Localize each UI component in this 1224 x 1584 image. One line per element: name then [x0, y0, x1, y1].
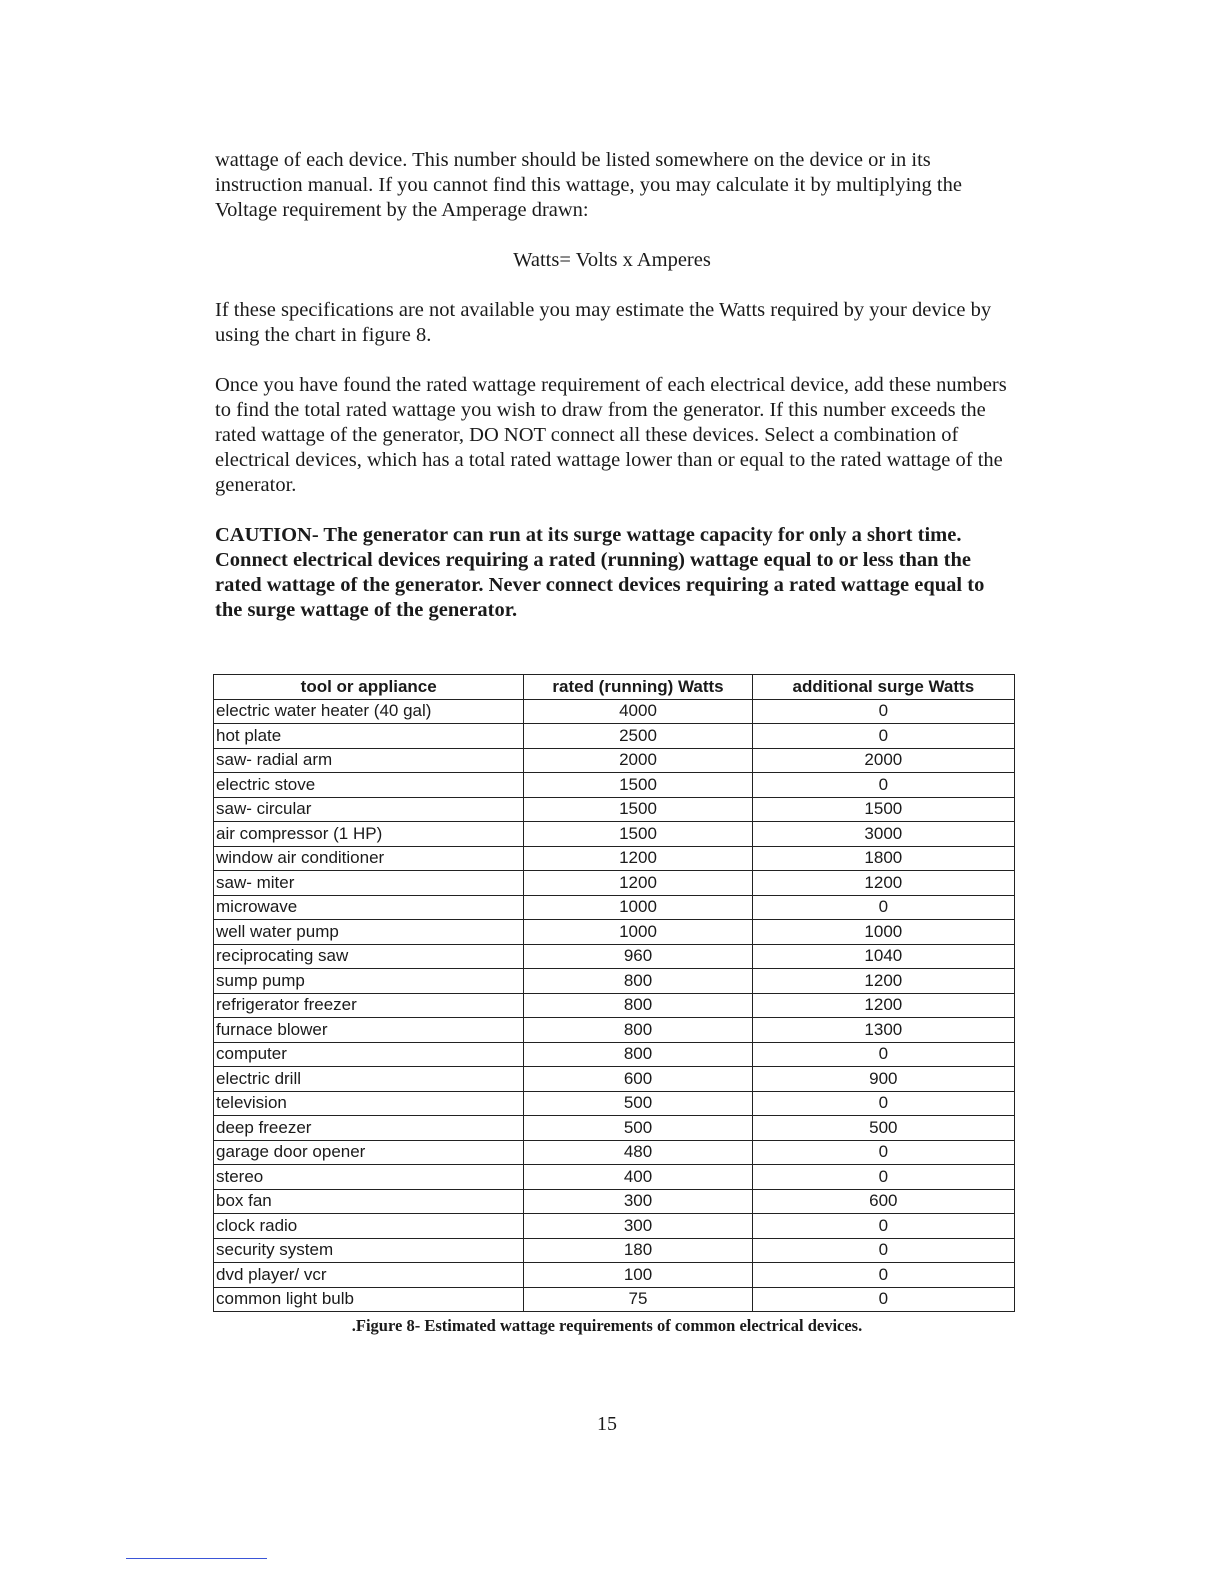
table-row: [214, 871, 1015, 896]
paragraph-total-wattage: Once you have found the rated wattage requirement of each electrical device, add these numbers to find the total rated wattage you wish to draw from the generator. If this number exceeds the rated wattage of the generator, DO NOT connect all these devices. Select a combination of electrical devices, which has a total rated wattage lower than or equal to the rated wattage of the generator.: [215, 374, 1007, 496]
header-tool: tool or appliance: [214, 675, 524, 700]
cell-surge-watts: 0: [752, 895, 1014, 920]
table-row: [214, 1042, 1015, 1067]
table-row: [214, 944, 1015, 969]
cell-tool: refrigerator freezer: [214, 993, 524, 1018]
cell-surge-watts: 0: [752, 1238, 1014, 1263]
table-row: [214, 895, 1015, 920]
header-surge-watts: additional surge Watts: [752, 675, 1014, 700]
table-row: [214, 993, 1015, 1018]
cell-surge-watts: 1040: [752, 944, 1014, 969]
cell-surge-watts: 1000: [752, 920, 1014, 945]
cell-rated-watts: 100: [524, 1263, 752, 1288]
cell-rated-watts: 180: [524, 1238, 752, 1263]
cell-tool: television: [214, 1091, 524, 1116]
cell-tool: air compressor (1 HP): [214, 822, 524, 847]
cell-rated-watts: 1200: [524, 846, 752, 871]
cell-surge-watts: 1300: [752, 1018, 1014, 1043]
table-row: [214, 748, 1015, 773]
cell-tool: window air conditioner: [214, 846, 524, 871]
cell-rated-watts: 600: [524, 1067, 752, 1092]
cell-tool: electric drill: [214, 1067, 524, 1092]
cell-surge-watts: 2000: [752, 748, 1014, 773]
cell-tool: saw- circular: [214, 797, 524, 822]
table-row: [214, 1214, 1015, 1239]
table-header-row: [214, 675, 1015, 700]
cell-surge-watts: 0: [752, 724, 1014, 749]
footnote-rule: [126, 1558, 267, 1559]
table-row: [214, 1189, 1015, 1214]
cell-tool: dvd player/ vcr: [214, 1263, 524, 1288]
cell-tool: hot plate: [214, 724, 524, 749]
cell-surge-watts: 1200: [752, 993, 1014, 1018]
wattage-table: [213, 674, 1015, 1312]
cell-rated-watts: 800: [524, 993, 752, 1018]
cell-surge-watts: 900: [752, 1067, 1014, 1092]
table-row: [214, 1238, 1015, 1263]
formula-watts: Watts= Volts x Amperes: [513, 249, 711, 271]
table-body: [214, 699, 1015, 1312]
cell-rated-watts: 75: [524, 1287, 752, 1312]
caution-paragraph: CAUTION- The generator can run at its surge wattage capacity for only a short time. Connect electrical devices requiring a rated (running) wattage equal to or less than the rated wattage of the generator. Never connect devices requiring a rated wattage equal to the surge wattage of the generator.: [215, 524, 985, 621]
cell-surge-watts: 1200: [752, 969, 1014, 994]
cell-tool: electric water heater (40 gal): [214, 699, 524, 724]
cell-tool: saw- miter: [214, 871, 524, 896]
cell-tool: saw- radial arm: [214, 748, 524, 773]
table-row: [214, 1287, 1015, 1312]
cell-tool: furnace blower: [214, 1018, 524, 1043]
table-row: [214, 724, 1015, 749]
cell-surge-watts: 0: [752, 1287, 1014, 1312]
cell-surge-watts: 0: [752, 1214, 1014, 1239]
figure-caption: .Figure 8- Estimated wattage requirements of common electrical devices.: [351, 1316, 863, 1335]
cell-tool: sump pump: [214, 969, 524, 994]
cell-surge-watts: 0: [752, 1042, 1014, 1067]
cell-rated-watts: 1500: [524, 773, 752, 798]
table-row: [214, 1116, 1015, 1141]
cell-rated-watts: 2500: [524, 724, 752, 749]
cell-surge-watts: 3000: [752, 822, 1014, 847]
cell-tool: common light bulb: [214, 1287, 524, 1312]
cell-rated-watts: 300: [524, 1214, 752, 1239]
cell-rated-watts: 800: [524, 1042, 752, 1067]
table-row: [214, 822, 1015, 847]
page-number: 15: [597, 1413, 617, 1435]
cell-rated-watts: 500: [524, 1116, 752, 1141]
table-row: [214, 1165, 1015, 1190]
paragraph-estimate: If these specifications are not available you may estimate the Watts required by your device by using the chart in figure 8.: [215, 299, 992, 346]
cell-rated-watts: 1200: [524, 871, 752, 896]
table-row: [214, 1067, 1015, 1092]
cell-rated-watts: 1500: [524, 797, 752, 822]
table-row: [214, 846, 1015, 871]
cell-tool: well water pump: [214, 920, 524, 945]
cell-surge-watts: 500: [752, 1116, 1014, 1141]
cell-surge-watts: 0: [752, 1263, 1014, 1288]
cell-tool: computer: [214, 1042, 524, 1067]
cell-tool: box fan: [214, 1189, 524, 1214]
paragraph-wattage-intro: wattage of each device. This number should be listed somewhere on the device or in its instruction manual. If you cannot find this wattage, you may calculate it by multiplying the Voltage requirement by the Amperage drawn:: [215, 149, 962, 221]
cell-tool: microwave: [214, 895, 524, 920]
cell-tool: garage door opener: [214, 1140, 524, 1165]
table-row: [214, 699, 1015, 724]
table-row: [214, 1263, 1015, 1288]
table-row: [214, 920, 1015, 945]
cell-rated-watts: 800: [524, 1018, 752, 1043]
cell-rated-watts: 1500: [524, 822, 752, 847]
table-row: [214, 773, 1015, 798]
cell-tool: security system: [214, 1238, 524, 1263]
cell-tool: electric stove: [214, 773, 524, 798]
table-row: [214, 1091, 1015, 1116]
table-row: [214, 1140, 1015, 1165]
cell-rated-watts: 1000: [524, 920, 752, 945]
cell-surge-watts: 0: [752, 1165, 1014, 1190]
cell-rated-watts: 300: [524, 1189, 752, 1214]
cell-surge-watts: 1500: [752, 797, 1014, 822]
cell-tool: stereo: [214, 1165, 524, 1190]
cell-rated-watts: 4000: [524, 699, 752, 724]
cell-surge-watts: 0: [752, 1091, 1014, 1116]
cell-tool: clock radio: [214, 1214, 524, 1239]
cell-rated-watts: 400: [524, 1165, 752, 1190]
cell-surge-watts: 0: [752, 1140, 1014, 1165]
cell-rated-watts: 480: [524, 1140, 752, 1165]
cell-tool: reciprocating saw: [214, 944, 524, 969]
table-row: [214, 797, 1015, 822]
table-row: [214, 969, 1015, 994]
cell-rated-watts: 2000: [524, 748, 752, 773]
header-rated-watts: rated (running) Watts: [524, 675, 752, 700]
cell-rated-watts: 1000: [524, 895, 752, 920]
cell-surge-watts: 1800: [752, 846, 1014, 871]
cell-rated-watts: 500: [524, 1091, 752, 1116]
cell-surge-watts: 0: [752, 699, 1014, 724]
table-row: [214, 1018, 1015, 1043]
cell-rated-watts: 960: [524, 944, 752, 969]
cell-tool: deep freezer: [214, 1116, 524, 1141]
cell-surge-watts: 0: [752, 773, 1014, 798]
cell-surge-watts: 600: [752, 1189, 1014, 1214]
cell-surge-watts: 1200: [752, 871, 1014, 896]
cell-rated-watts: 800: [524, 969, 752, 994]
